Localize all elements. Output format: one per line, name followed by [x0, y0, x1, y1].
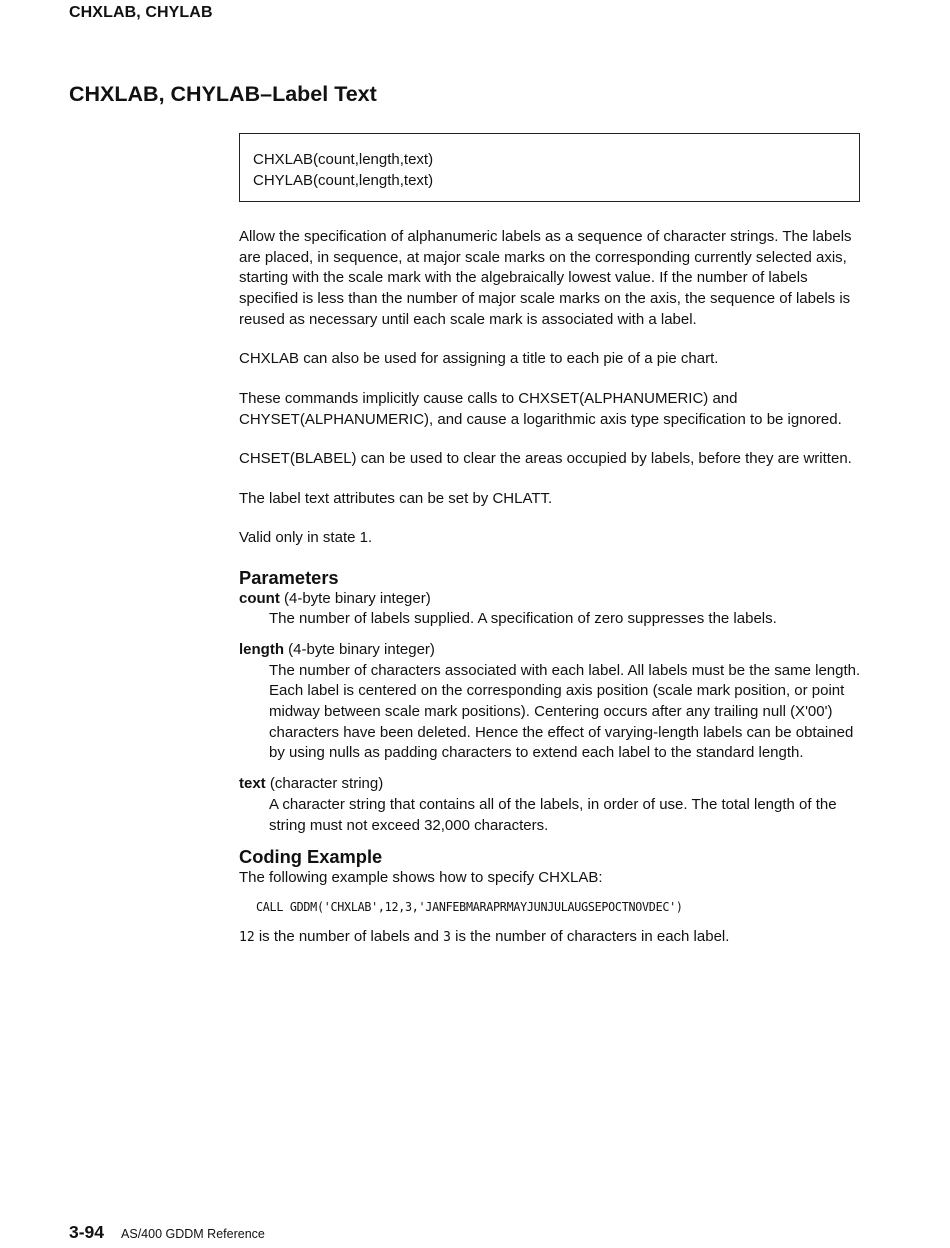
syntax-line-chxlab: CHXLAB(count,length,text) — [253, 151, 434, 168]
parameter-count — [239, 589, 861, 630]
pie-chart-paragraph: CHXLAB can also be used for assigning a title to each pie of a pie chart. — [239, 350, 719, 368]
code-value-length: 3 — [443, 929, 451, 945]
code-value-count: 12 — [239, 929, 255, 945]
chlatt-paragraph: The label text attributes can be set by CHLATT. — [239, 489, 553, 507]
coding-example-heading: Coding Example — [239, 846, 383, 868]
parameters-section — [239, 567, 861, 837]
page-number: 3-94 — [69, 1222, 105, 1242]
parameter-name: count — [239, 589, 280, 607]
coding-example-intro: The following example shows how to specify CHXLAB: — [239, 869, 603, 887]
blabel-paragraph: CHSET(BLABEL) can be used to clear the areas occupied by labels, before they are written. — [239, 450, 852, 468]
parameter-description: The number of labels supplied. A specification of zero suppresses the labels. — [269, 610, 777, 628]
syntax-line-chylab: CHYLAB(count,length,text) — [253, 172, 434, 189]
code-note-text: is the number of characters in each label. — [450, 927, 730, 945]
implicit-calls-paragraph: These commands implicitly cause calls to CHXSET(ALPHANUMERIC) and CHYSET(ALPHANUMERIC), and cause a logarithmic axis type specification to be ignored. — [239, 389, 842, 428]
coding-example-section — [239, 846, 861, 948]
parameters-heading: Parameters — [239, 566, 339, 588]
parameter-type: (4-byte binary integer) — [288, 640, 435, 658]
parameter-name: text — [239, 775, 266, 793]
parameter-description: The number of characters associated with each label. All labels must be the same length. Each label is centered on the corresponding axis position (scale mark position, or point midway between scale mark positions). Centering occurs after any trailing null (X'00') characters have been deleted. Hence the effect of varying-length labels can be obtained by using nulls as padding characters to extend each label to the standard length. — [269, 661, 861, 762]
book-title: AS/400 GDDM Reference — [121, 1227, 265, 1241]
parameter-length — [239, 640, 861, 764]
syntax-box — [239, 133, 860, 202]
page-footer — [69, 1222, 265, 1243]
page-title: CHXLAB, CHYLAB–Label Text — [69, 82, 377, 106]
parameter-type: (4-byte binary integer) — [284, 589, 431, 607]
code-note-text: is the number of labels and — [254, 927, 444, 945]
parameter-description: A character string that contains all of the labels, in order of use. The total length of the string must not exceed 32,000 characters. — [269, 795, 837, 834]
parameter-text — [239, 774, 861, 836]
code-note — [239, 927, 861, 949]
parameter-type: (character string) — [269, 775, 384, 793]
description-paragraph: Allow the specification of alphanumeric labels as a sequence of character strings. The labels are placed, in sequence, at major scale marks on the corresponding currently selected axis, starting with the scale mark with the algebraically lowest value. If the number of labels specified is less than the number of major scale marks on the axis, the sequence of labels is reused as necessary until each scale mark is associated with a label. — [239, 228, 852, 328]
running-head: CHXLAB, CHYLAB — [69, 4, 213, 21]
parameter-name: length — [239, 640, 284, 658]
state-paragraph: Valid only in state 1. — [239, 529, 373, 547]
main-content — [239, 227, 861, 967]
code-sample: CALL GDDM('CHXLAB',12,3,'JANFEBMARAPRMAYJUNJULAUGSEPOCTNOVDEC') — [256, 898, 683, 914]
